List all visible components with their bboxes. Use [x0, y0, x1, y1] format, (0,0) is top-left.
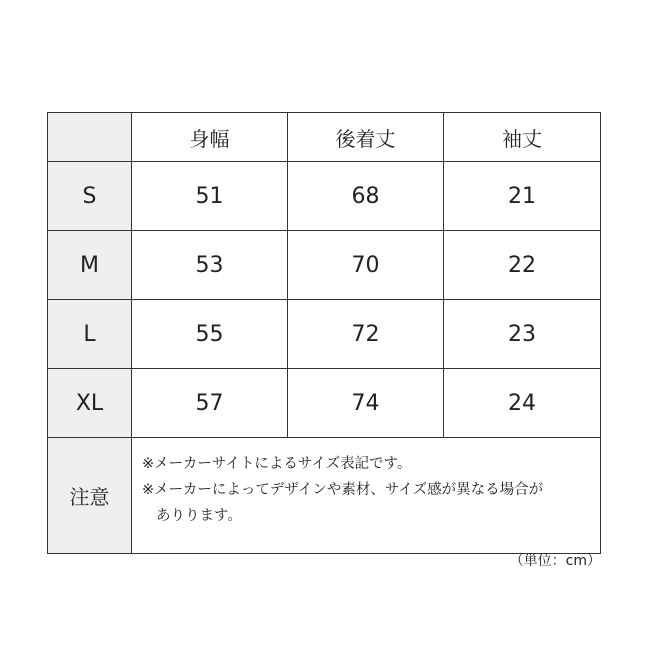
- header-corner-cell: [48, 113, 132, 162]
- size-label-cell: XL: [48, 369, 132, 438]
- header-cell-back-length: 後着丈: [288, 113, 444, 162]
- back-length-value: 72: [288, 300, 444, 369]
- note-body-cell: [132, 438, 601, 554]
- note-line: ※メーカーサイトによるサイズ表記です。: [142, 456, 412, 472]
- note-row: [48, 438, 601, 554]
- sleeve-length-value: 24: [444, 369, 601, 438]
- unit-label: （単位：cm）: [509, 553, 601, 569]
- sleeve-length-value: 23: [444, 300, 601, 369]
- back-length-value: 68: [288, 162, 444, 231]
- size-label-cell: M: [48, 231, 132, 300]
- size-label-cell: S: [48, 162, 132, 231]
- table-row: [48, 369, 601, 438]
- back-length-value: 70: [288, 231, 444, 300]
- chest-width-value: 57: [132, 369, 288, 438]
- chest-width-value: 53: [132, 231, 288, 300]
- chest-width-value: 51: [132, 162, 288, 231]
- size-label-cell: L: [48, 300, 132, 369]
- sleeve-length-value: 21: [444, 162, 601, 231]
- sleeve-length-value: 22: [444, 231, 601, 300]
- chest-width-value: 55: [132, 300, 288, 369]
- note-line: ※メーカーによってデザインや素材、サイズ感が異なる場合が: [142, 482, 544, 498]
- size-chart-table: [47, 112, 601, 554]
- note-label-cell: 注意: [48, 438, 132, 554]
- table-row: [48, 231, 601, 300]
- note-line: ありります。: [156, 508, 242, 524]
- back-length-value: 74: [288, 369, 444, 438]
- table-row: [48, 162, 601, 231]
- header-cell-chest-width: 身幅: [132, 113, 288, 162]
- table-header-row: [48, 113, 601, 162]
- header-cell-sleeve-length: 袖丈: [444, 113, 601, 162]
- table-row: [48, 300, 601, 369]
